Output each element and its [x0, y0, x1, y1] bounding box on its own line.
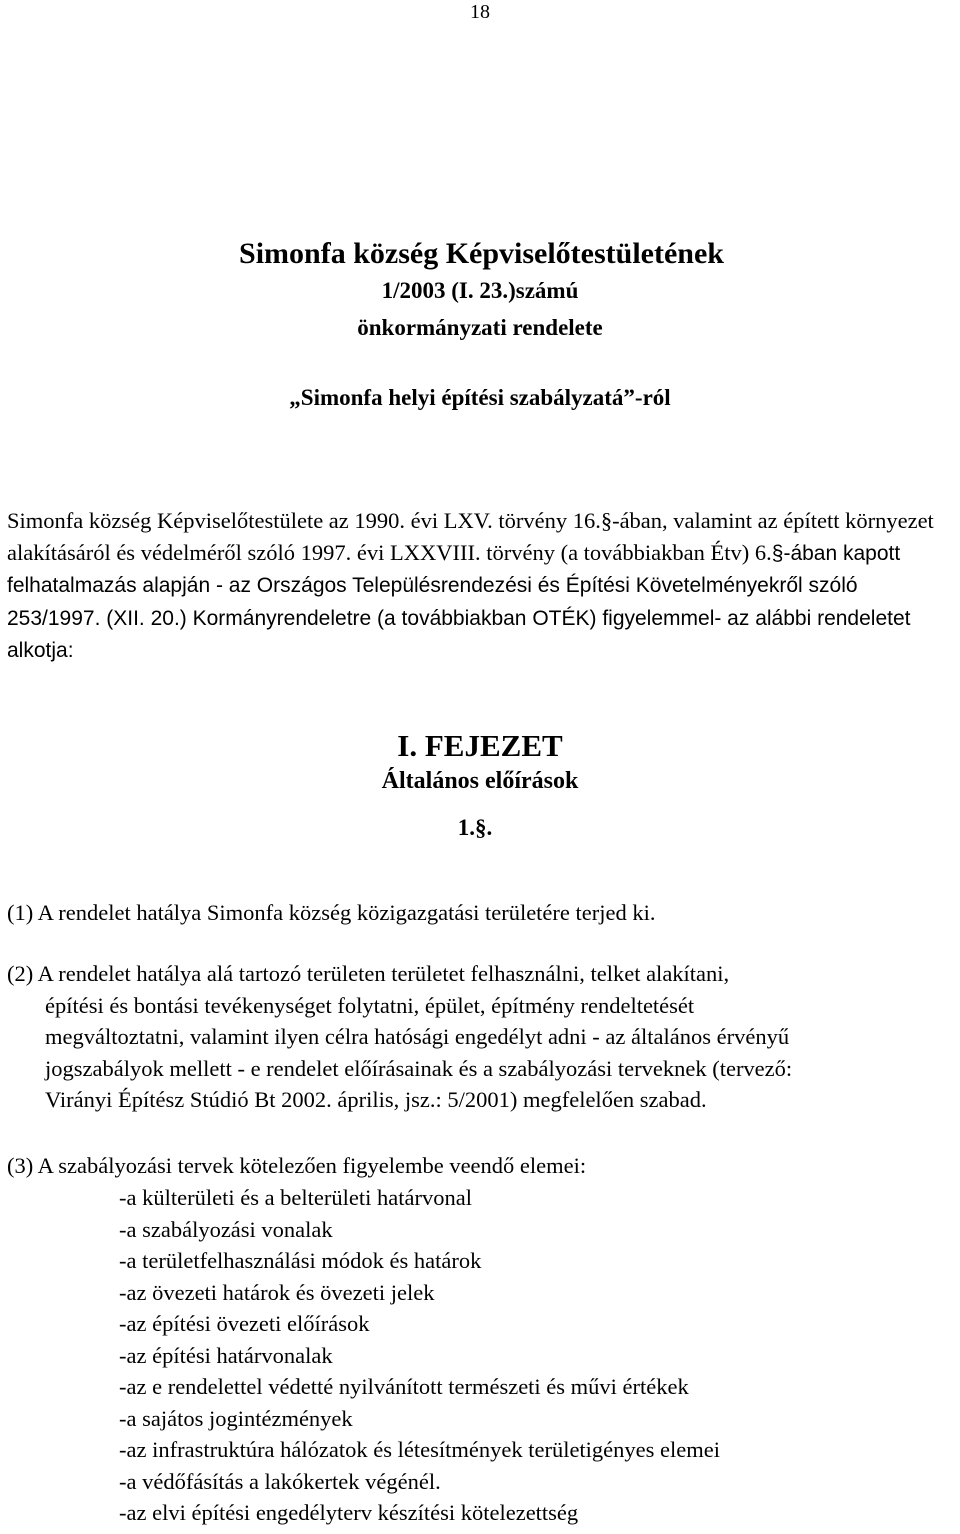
- list-item: -az e rendelettel védetté nyilvánított természeti és művi értékek: [119, 1374, 689, 1399]
- title-line-2: 1/2003 (I. 23.)számú: [381, 278, 579, 303]
- preamble-part-1: Simonfa község Képviselőtestülete az 1990. évi LXV. törvény 16.§-ában, valamint az épített környezet alakításáról és védelméről szóló 1997. évi LXXVIII. törvény (a továbbiakban Étv) 6.: [7, 508, 934, 565]
- list-item: -az építési határvonalak: [119, 1342, 333, 1368]
- list-item: -a szabályozási vonalak: [119, 1216, 333, 1242]
- paragraph-3-intro: (3) A szabályozási tervek kötelezően figyelembe veendő elemei:: [7, 1153, 587, 1178]
- document-subject: „Simonfa helyi építési szabályzatá”-ról: [289, 385, 671, 410]
- paragraph-2-line: jogszabályok mellett - e rendelet előírásainak és a szabályozási terveknek (tervező:: [45, 1055, 793, 1081]
- preamble: [7, 505, 953, 667]
- section-number: 1.§.: [457, 815, 493, 840]
- list-item: -az infrastruktúra hálózatok és létesítmények területigényes elemei: [119, 1437, 720, 1462]
- list-item: -a külterületi és a belterületi határvonal: [119, 1185, 472, 1210]
- required-elements-list: [119, 1182, 949, 1529]
- page-number: 18: [470, 1, 490, 23]
- list-item: -az elvi építési engedélyterv készítési kötelezettség: [119, 1500, 579, 1525]
- paragraph-2-line: építési és bontási tevékenységet folytatni, épület, építmény rendeltetését: [45, 992, 695, 1018]
- paragraph-2-line: Virányi Építész Stúdió Bt 2002. április, jsz.: 5/2001) megfelelően szabad.: [45, 1087, 707, 1112]
- list-item: -az övezeti határok és övezeti jelek: [119, 1279, 435, 1305]
- chapter-title: I. FEJEZET: [397, 728, 563, 763]
- title-line-3: önkormányzati rendelete: [357, 315, 603, 340]
- list-item: -a sajátos jogintézmények: [119, 1405, 353, 1431]
- list-item: -az építési övezeti előírások: [119, 1311, 370, 1336]
- title-line-1: Simonfa község Képviselőtestületének: [239, 237, 724, 270]
- preamble-part-2: §-ában kapott felhatalmazás alapján - az Országos Településrendezési és Építési Követelményekről szóló 253/1997. (XII. 20.) Kormányrendeletre (a továbbiakban OTÉK) figyelemmel- az alábbi rendeletet alkotja:: [7, 541, 911, 662]
- paragraph-2: [7, 958, 953, 1116]
- paragraph-1: (1) A rendelet hatálya Simonfa község közigazgatási területére terjed ki.: [7, 900, 656, 925]
- paragraph-2-line: megváltoztatni, valamint ilyen célra hatósági engedélyt adni - az általános érvényű: [45, 1024, 790, 1049]
- list-item: -a területfelhasználási módok és határok: [119, 1248, 482, 1273]
- chapter-subtitle: Általános előírások: [381, 768, 579, 794]
- paragraph-2-line: (2) A rendelet hatálya alá tartozó területen területet felhasználni, telket alakítani,: [7, 961, 730, 986]
- list-item: -a védőfásítás a lakókertek végénél.: [119, 1468, 441, 1494]
- paragraph-3: [7, 1150, 953, 1182]
- document-title: [0, 236, 960, 346]
